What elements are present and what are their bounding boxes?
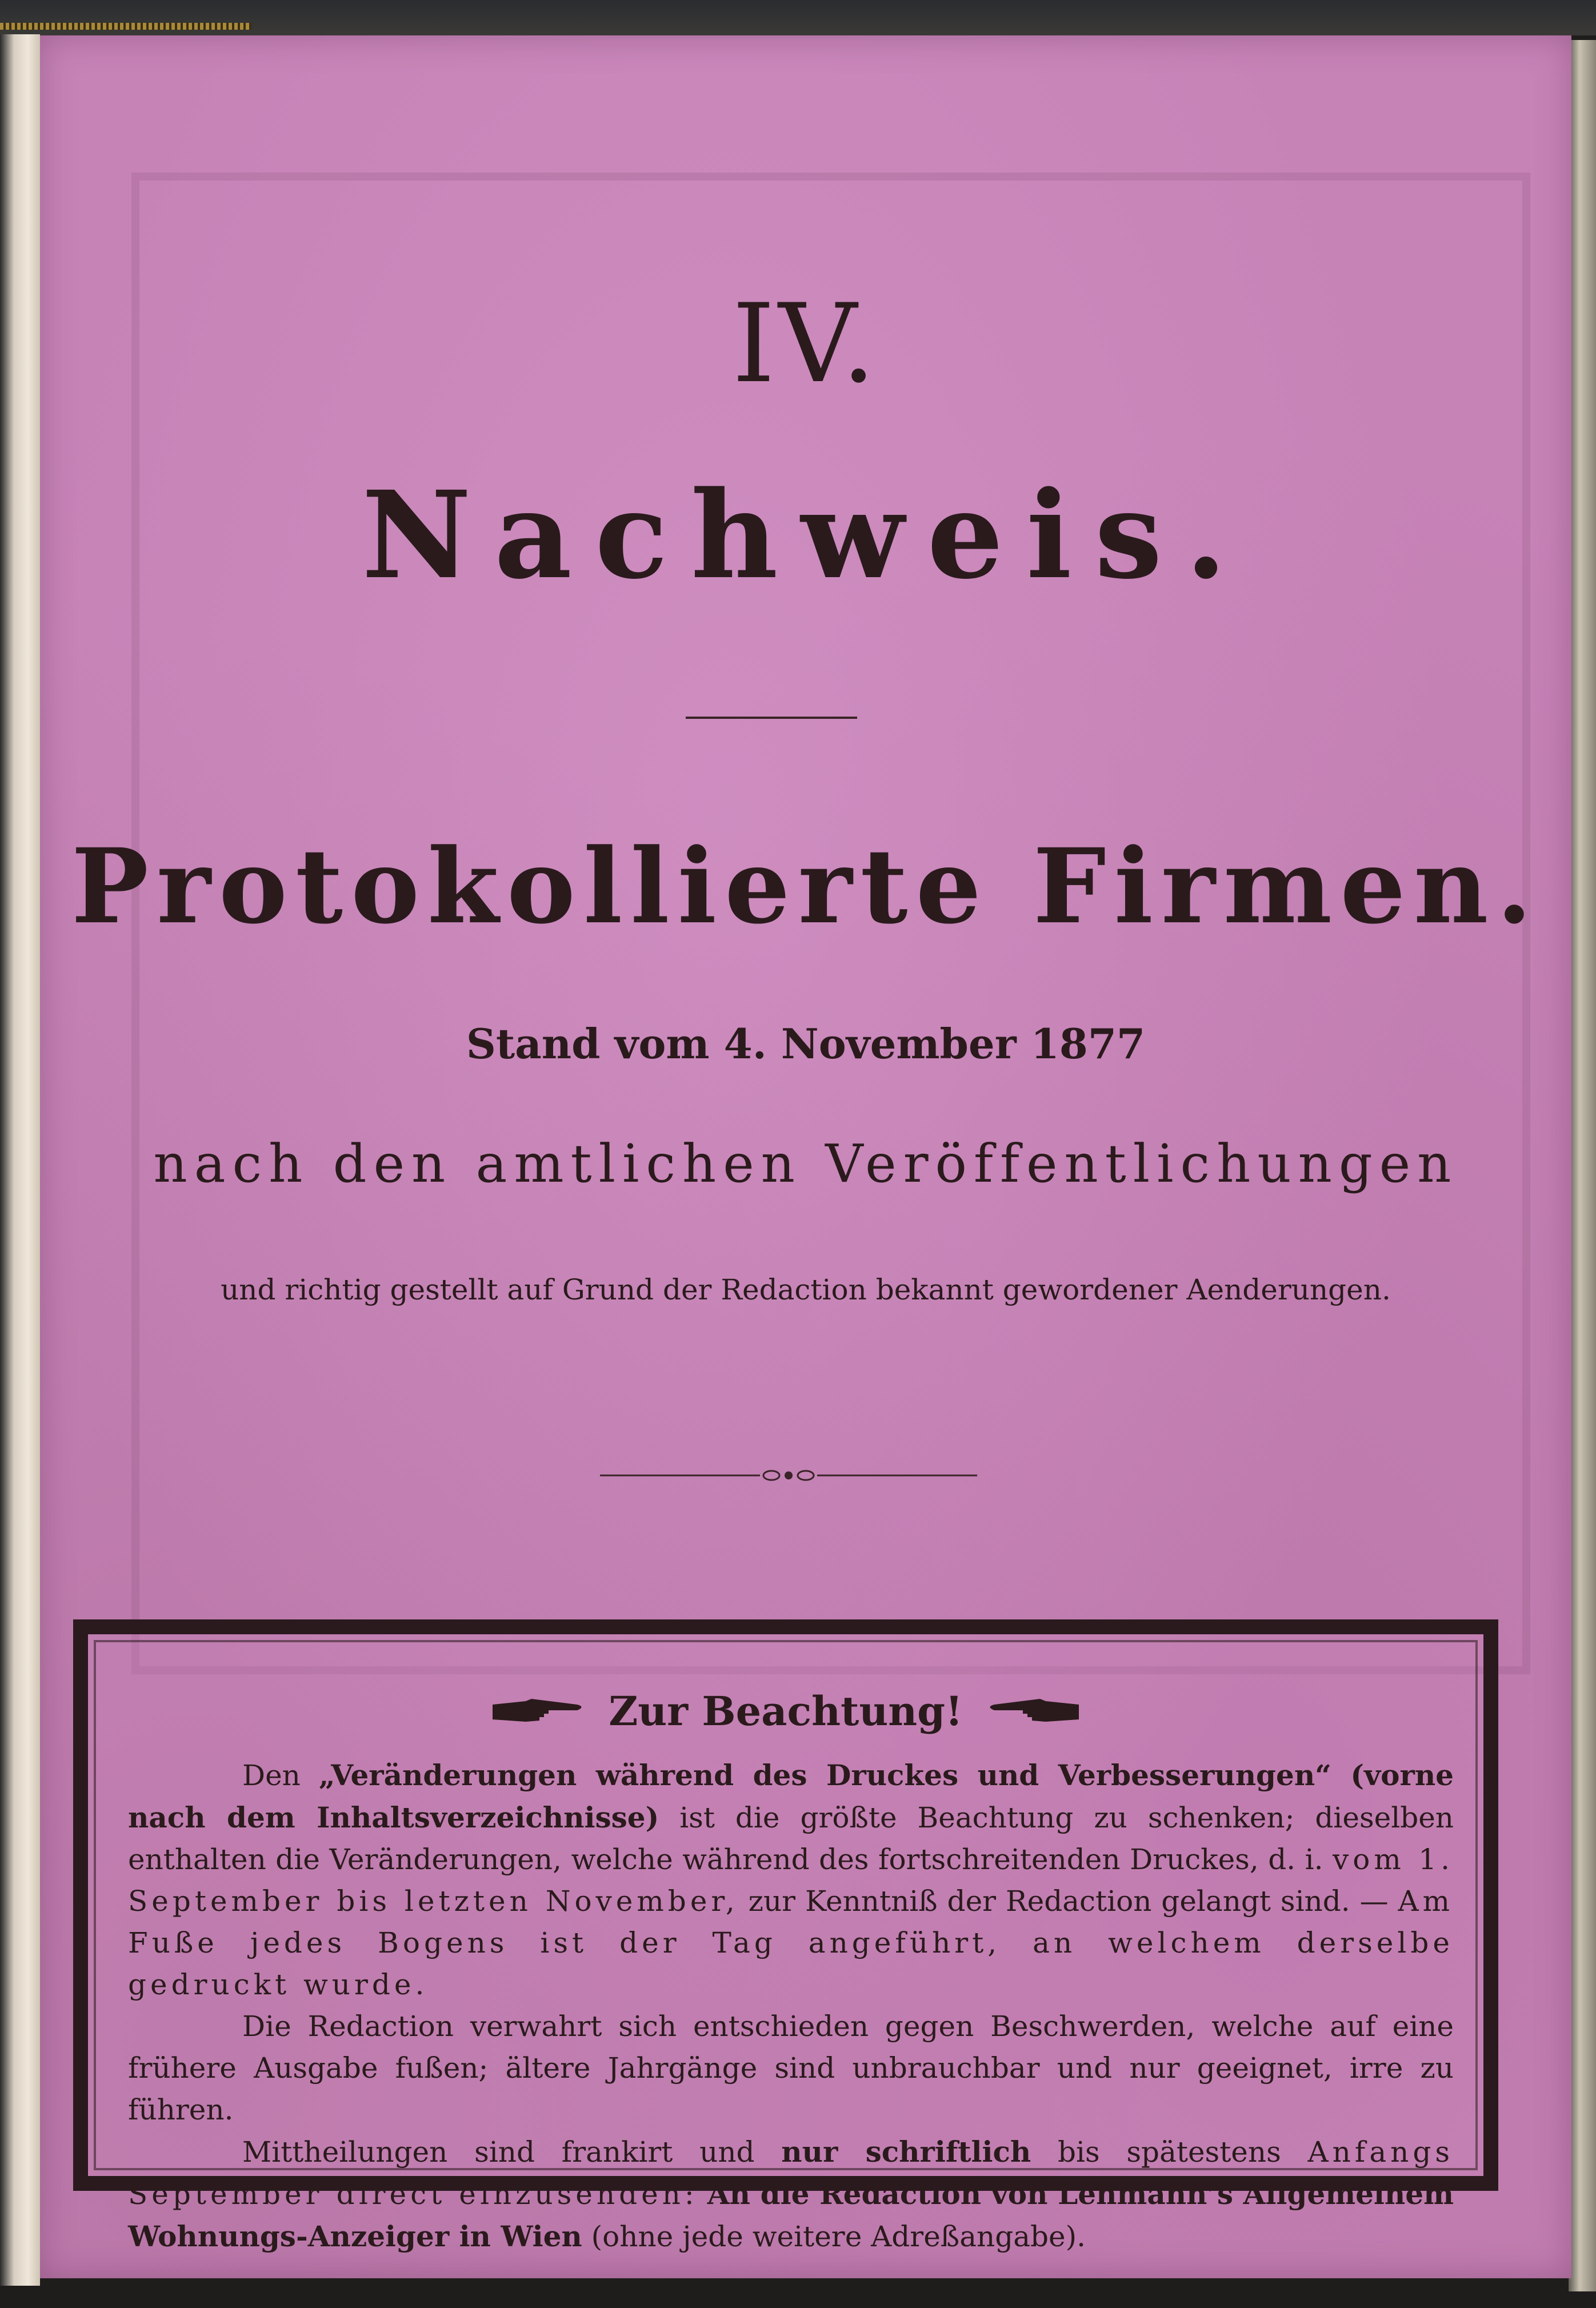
book-spine-edge [0, 34, 40, 2286]
notice-emphasis: „Veränderungen während des Druckes und Verbesserungen“ (vorne nach dem Inhaltsverzeichnisse) [128, 1758, 1454, 1834]
notice-text: zur Kenntniß der Redaction gelangt sind. — [738, 1885, 1398, 1918]
binding-top-strip [0, 0, 1596, 35]
notice-spaced-text: Am Fuße jedes Bogens ist der Tag angeführt, an welchem derselbe gedruckt wurde. [128, 1885, 1454, 2001]
notice-emphasis: nur schriftlich [781, 2135, 1031, 2169]
notice-text [698, 2178, 707, 2211]
notice-text: bis spätestens [1031, 2135, 1308, 2169]
notice-emphasis: An die Redaction von Lehmann’s Allgemeinem Wohnungs-Anzeiger in Wien [128, 2177, 1454, 2253]
ornamental-rule-icon [600, 1464, 977, 1487]
notice-spaced-text: Anfangs September direct einzusenden: [128, 2135, 1454, 2211]
notice-text: ist die größte Beachtung zu schenken; dieselben enthalten die Veränderungen, welche während des fortschreitenden Druckes, d. i. [128, 1801, 1454, 1876]
notice-text: (ohne jede weitere Adreßangabe). [582, 2220, 1086, 2253]
gilt-edge [0, 23, 251, 30]
notice-text: Mittheilungen sind frankirt und [242, 2135, 782, 2169]
notice-title: Zur Beachtung! [609, 1687, 963, 1735]
section-number: IV. [732, 281, 879, 407]
notice-title-row [88, 1686, 1483, 1737]
notice-box [73, 1619, 1498, 2253]
date-line: Stand vom 4. November 1877 [466, 1019, 1146, 1068]
notice-body [128, 1754, 1454, 2258]
notice-paragraph [128, 1754, 1454, 2006]
notice-paragraph: Die Redaction verwahrt sich entschieden gegen Beschwerden, welche auf eine frühere Ausgabe fußen; ältere Jahrgänge sind unbrauchbar und nur geeignet, irre zu führen. [128, 2010, 1454, 2126]
notice-text: Den [242, 1759, 319, 1792]
divider-rule [686, 717, 857, 719]
notice-spaced-text: vom 1. September bis letzten November, [128, 1843, 1454, 1918]
page-heading: Protokollierte Firmen. [71, 826, 1541, 947]
section-title: Nachweis. [361, 465, 1250, 606]
document-page [40, 35, 1571, 2278]
source-line: nach den amtlichen Veröffentlichungen [153, 1133, 1458, 1194]
page-stack-edge [1569, 40, 1596, 2291]
notice-paragraph [128, 2131, 1454, 2258]
pointing-hand-left-icon [983, 1694, 1080, 1729]
pointing-hand-right-icon [491, 1694, 589, 1729]
note-line: und richtig gestellt auf Grund der Redaction bekannt gewordener Aenderungen. [221, 1273, 1391, 1306]
